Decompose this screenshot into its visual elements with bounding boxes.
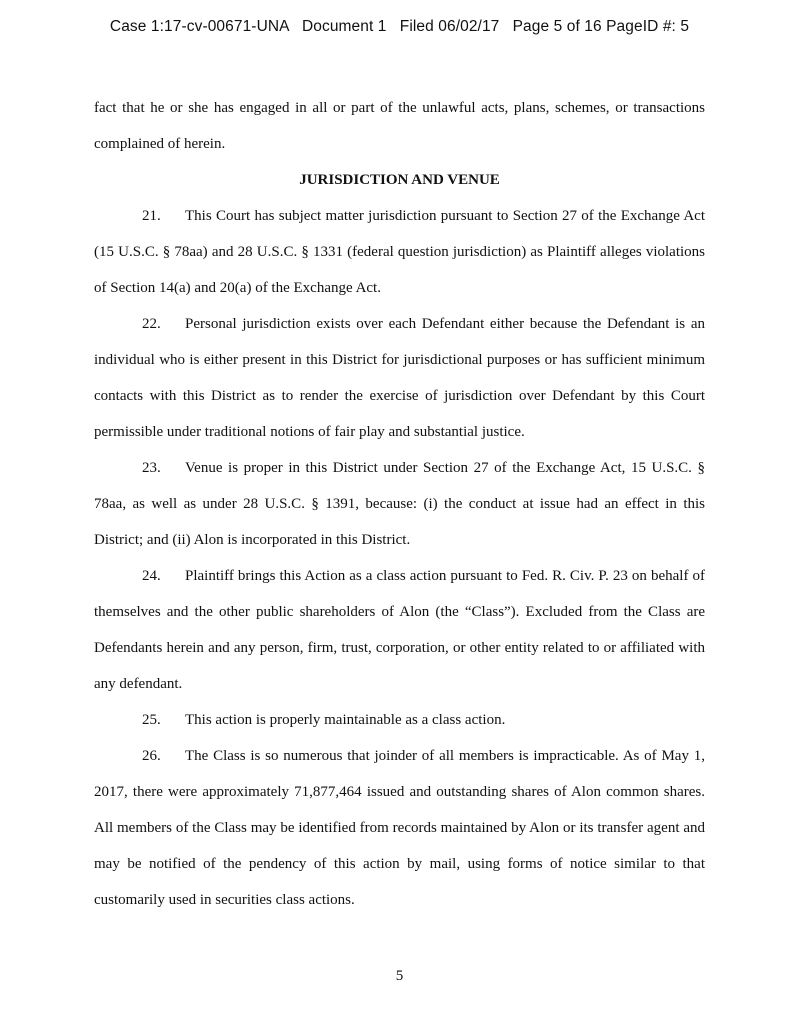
case-header: Case 1:17-cv-00671-UNA Document 1 Filed 06/02/17 Page 5 of 16 PageID #: 5 <box>109 18 690 35</box>
paragraph-21 <box>94 198 705 306</box>
paragraph-text: This Court has subject matter jurisdiction pursuant to Section 27 of the Exchange Act (15 U.S.C. § 78aa) and 28 U.S.C. § 1331 (federal question jurisdiction) as Plaintiff alleges violations of Section 14(a) and 20(a) of the Exchange Act. <box>94 208 705 296</box>
paragraph-number: 23. <box>142 460 161 476</box>
paragraph-23 <box>94 450 705 558</box>
page-number: 5 <box>395 968 404 984</box>
paragraph-24 <box>94 558 705 702</box>
paragraph-number: 21. <box>142 208 161 224</box>
paragraph-number: 25. <box>142 712 161 728</box>
paragraph-text: This action is properly maintainable as a class action. <box>185 712 506 728</box>
paragraph-text: Plaintiff brings this Action as a class action pursuant to Fed. R. Civ. P. 23 on behalf of themselves and the other public shareholders of Alon (the “Class”). Excluded from the Class are Defendants herein and any person, firm, trust, corporation, or other entity related to or affiliated with any defendant. <box>94 568 705 692</box>
paragraph-number: 24. <box>142 568 161 584</box>
continuation-paragraph: fact that he or she has engaged in all or part of the unlawful acts, plans, schemes, or transactions complained of herein. <box>94 100 705 152</box>
paragraph-25 <box>94 702 705 738</box>
paragraph-number: 22. <box>142 316 161 332</box>
paragraph-number: 26. <box>142 748 161 764</box>
document-body <box>94 90 705 918</box>
paragraph-text: Venue is proper in this District under Section 27 of the Exchange Act, 15 U.S.C. § 78aa, as well as under 28 U.S.C. § 1391, because: (i) the conduct at issue had an effect in this District; and (ii) Alon is incorporated in this District. <box>94 460 705 548</box>
paragraph-26 <box>94 738 705 918</box>
paragraph-text: Personal jurisdiction exists over each Defendant either because the Defendant is an individual who is either present in this District for jurisdictional purposes or has sufficient minimum contacts with this District as to render the exercise of jurisdiction over Defendant by this Court permissible under traditional notions of fair play and substantial justice. <box>94 316 705 440</box>
paragraph-22 <box>94 306 705 450</box>
section-heading: JURISDICTION AND VENUE <box>299 172 500 188</box>
paragraph-text: The Class is so numerous that joinder of all members is impracticable. As of May 1, 2017, there were approximately 71,877,464 issued and outstanding shares of Alon common shares. All members of the Class may be identified from records maintained by Alon or its transfer agent and may be notified of the pendency of this action by mail, using forms of notice similar to that customarily used in securities class actions. <box>94 748 705 908</box>
